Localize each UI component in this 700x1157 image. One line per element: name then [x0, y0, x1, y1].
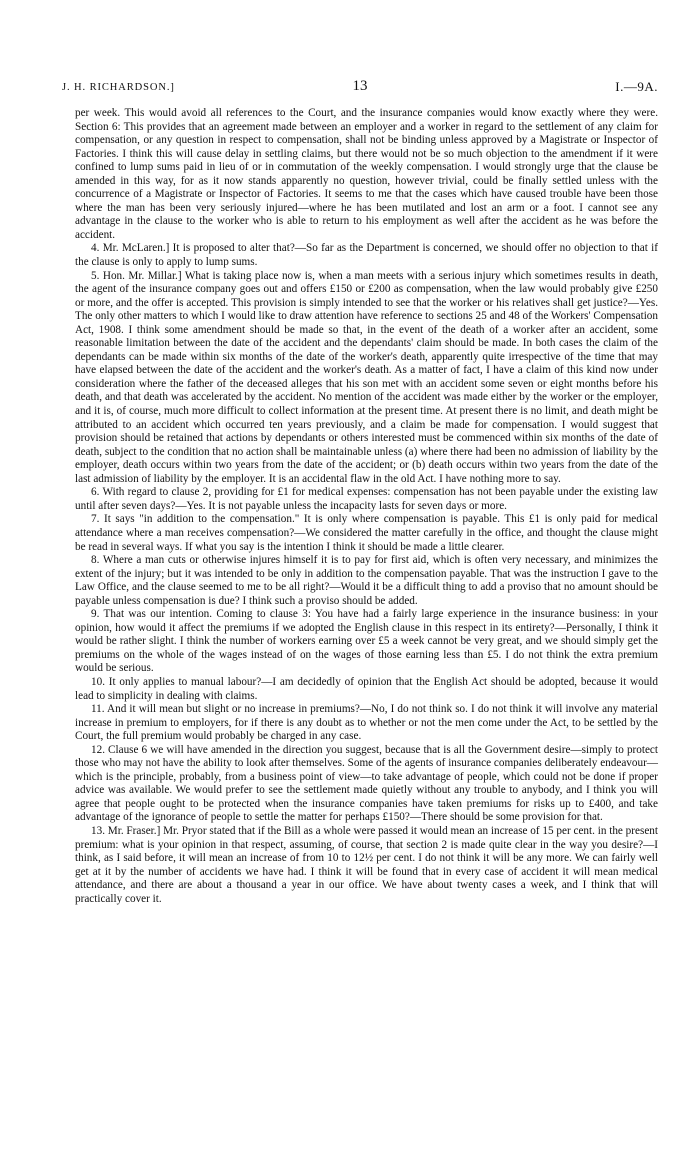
document-body	[75, 107, 658, 906]
paragraph-question-8: 8. Where a man cuts or otherwise injures himself it is to pay for first aid, which is often very necessary, and minimizes the extent of the injury; but it was intended to be only in addition to the compensation payable. That was the instruction I gave to the Law Office, and the clause seemed to me to be all right?—Would it be a difficult thing to add a proviso that no amount should be payable unless compensation is due? I think such a proviso should be added.	[75, 554, 658, 607]
paragraph-question-11: 11. And it will mean but slight or no increase in premiums?—No, I do not think so. I do not think it will involve any material increase in premium to employers, for if there is any doubt as to whether or not the men come under the Act, to be settled by the Court, the full premium would probably be charged in any case.	[75, 703, 658, 743]
page-number: 13	[352, 78, 368, 94]
paragraph-question-5: 5. Hon. Mr. Millar.] What is taking place now is, when a man meets with a serious injury which sometimes results in death, the agent of the insurance company goes out and offers £150 or £200 as compensation, when the law would probably give £250 or more, and the offer is accepted. This provision is simply intended to see that the worker or his relatives shall get justice?—Yes. The only other matters to which I would like to draw attention have reference to sections 25 and 48 of the Workers' Compensation Act, 1908. I think some amendment should be made so that, in the event of the death of a worker after an accident, some reasonable limitation between the date of the accident and the dependants' claim should be made. In both cases the claim of the dependants can be made within six months of the date of the worker's death, apparently quite irrespective of the time that may have elapsed between the date of the accident and the worker's death. As a matter of fact, I have a claim of this kind now under consideration where the father of the deceased alleges that his son met with an accident some seven or eight months before his death, and that death was accelerated by the accident. No mention of the accident was made either by the worker or the employer, and it is, of course, much more difficult to collect information at the present time. At present there is no limit, and death might be attributed to an accident which occurred ten years previously, and a claim be made for compensation. I would suggest that provision should be retained that actions by dependants or others interested must be commenced within six months of the date of death, subject to the condition that no action shall be maintainable unless (a) where there had been no admission of liability by the employer, death occurs within two years from the date of the accident; or (b) death occurs within two years from the date of the last admission of liability by the employer. It is an accidental flaw in the old Act. I have nothing more to say.	[75, 269, 658, 485]
paragraph-question-7: 7. It says "in addition to the compensation." It is only where compensation is payable. This £1 is only paid for medical attendance where a man receives compensation?—We considered the matter carefully in the office, and thought the clause might be read in several ways. If what you say is the intention I think it should be made a little clearer.	[75, 513, 658, 553]
page-header	[62, 79, 658, 99]
paragraph-continuation: per week. This would avoid all references to the Court, and the insurance companies would know exactly where they were. Section 6: This provides that an agreement made between an employer and a worker in regard to the settlement of any claim for compensation, or any question in respect to compensation, shall not be binding unless approved by a Magistrate or Inspector of Factories. I think this will cause delay in settling claims, but there would not be so much objection to the amendment if it were confined to lump sums paid in lieu of or in commutation of the weekly compensation. I would strongly urge that the clause be amended in this way, for as it now stands apparently no question, however trivial, could be finally settled unless with the concurrence of a Magistrate or Inspector of Factories. It seems to me that the cases which have caused trouble have been those where the man has been very seriously injured—where he has been mutilated and lost an arm or a foot. I cannot see any advantage in the clause to the worker who is able to return to his employment as well after the accident as he was before the accident.	[75, 107, 658, 241]
header-witness-name: J. H. RICHARDSON.]	[62, 82, 175, 93]
document-reference: I.—9A.	[615, 79, 658, 94]
paragraph-question-4: 4. Mr. McLaren.] It is proposed to alter that?—So far as the Department is concerned, we should offer no objection to that if the clause is only to apply to lump sums.	[75, 242, 658, 269]
paragraph-question-9: 9. That was our intention. Coming to clause 3: You have had a fairly large experience in the insurance business: in your opinion, how would it affect the premiums if we adopted the English clause in this respect in its entirety?—Personally, I think it would be rather slight. I think the number of workers earning over £5 a week cannot be very great, and we should simply get the premiums on the whole of the wages instead of on the wages of those earning less than £5. I do not think the extra premium would be serious.	[75, 608, 658, 675]
paragraph-question-10: 10. It only applies to manual labour?—I am decidedly of opinion that the English Act should be adopted, because it would lead to simplicity in dealing with claims.	[75, 675, 658, 702]
paragraph-question-6: 6. With regard to clause 2, providing for £1 for medical expenses: compensation has not been payable under the existing law until after seven days?—Yes. It is not payable unless the incapacity lasts for seven days or more.	[75, 486, 658, 512]
paragraph-question-12: 12. Clause 6 we will have amended in the direction you suggest, because that is all the Government desire—simply to protect those who may not have the ability to look after themselves. Some of the agents of insurance companies deliberately endeavour—which is the principle, probably, from a business point of view—to take advantage of people, which could not be done if proper advice was available. We would prefer to see the settlement made quietly without any trouble to anybody, and I think you will agree that people ought to be protected when the insurance companies have taken premiums for risks up to £400, and take advantage of the ignorance of people to settle the matter for perhaps £150?—There should be some provision for that.	[75, 743, 658, 824]
paragraph-question-13: 13. Mr. Fraser.] Mr. Pryor stated that if the Bill as a whole were passed it would mean an increase of 15 per cent. in the present premium: what is your opinion in that respect, assuming, of course, that section 2 is made quite clear in the way you desire?—I think, as I said before, it will mean an increase of from 10 to 12½ per cent. I do not think it will be any more. We can fairly well get at it by the number of accidents we have had. I think it will be found that in every case of accident it will mean medical attendance, and there are about a thousand a year in our office. We have about twenty cases a week, and I think that will practically cover it.	[75, 824, 658, 905]
